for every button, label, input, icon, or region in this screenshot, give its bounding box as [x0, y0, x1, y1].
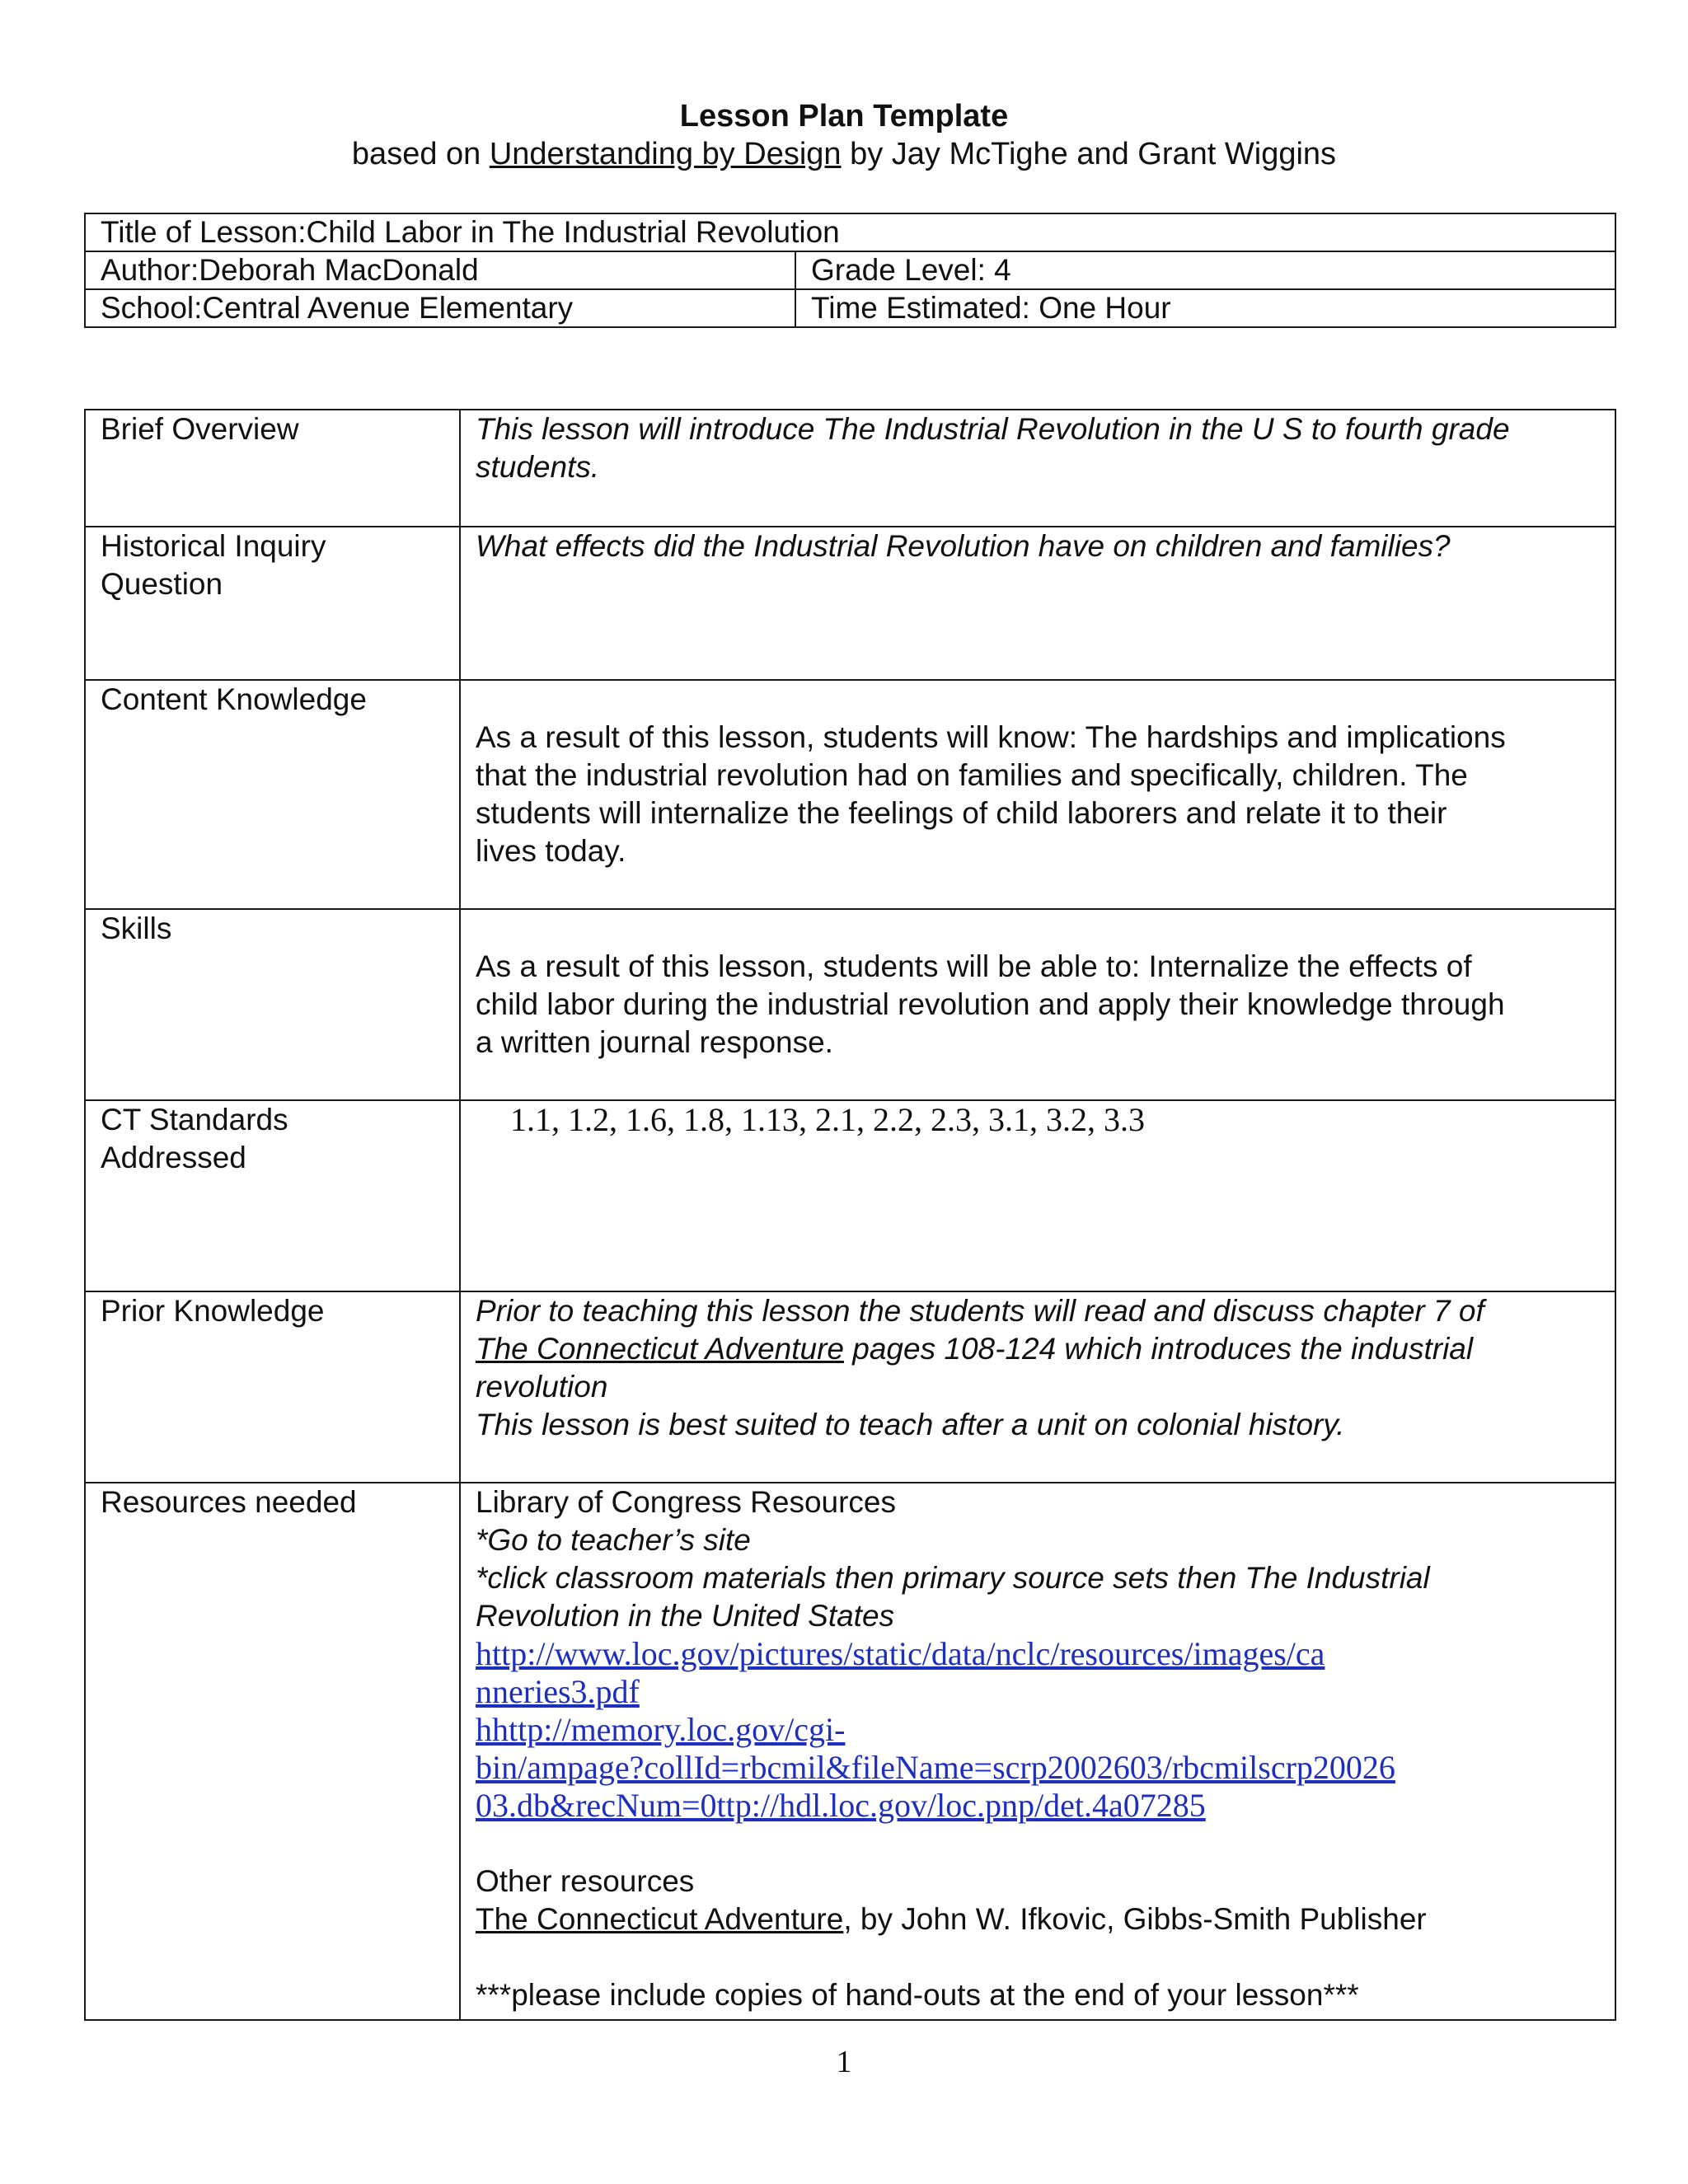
resource-link[interactable]: hhttp://memory.loc.gov/cgi- [476, 1711, 846, 1748]
brief-overview-label: Brief Overview [85, 410, 460, 527]
table-row [85, 251, 1615, 289]
text-line: As a result of this lesson, students will know: The hardships and implications [476, 720, 1506, 754]
text-line [476, 1330, 1600, 1368]
subtitle-suffix: by Jay McTighe and Grant Wiggins [841, 137, 1337, 171]
document-title: Lesson Plan Template [679, 99, 1009, 134]
connecticut-adventure-title: The Connecticut Adventure [476, 1902, 844, 1936]
text-line: Prior to teaching this lesson the students will read and discuss chapter 7 of [476, 1294, 1484, 1328]
text-line: a written journal response. [476, 1025, 833, 1059]
spacer [476, 910, 1600, 948]
label-line: Addressed [101, 1141, 246, 1174]
resources-text [460, 1483, 1615, 2020]
table-row [85, 909, 1615, 1100]
table-row [85, 680, 1615, 909]
lesson-info-table [84, 213, 1616, 328]
lesson-plan-table [84, 409, 1616, 2021]
prior-knowledge-text [460, 1291, 1615, 1483]
document-header [0, 97, 1688, 173]
connecticut-adventure-title: The Connecticut Adventure [476, 1332, 844, 1366]
text-line: revolution [476, 1370, 608, 1404]
author: Author:Deborah MacDonald [85, 251, 795, 289]
resource-link[interactable]: 03.db&recNum=0ttp://hdl.loc.gov/loc.pnp/det.4a07285 [476, 1787, 1206, 1824]
spacer [476, 1938, 1600, 1976]
document-subtitle [0, 135, 1688, 173]
standards-list: 1.1, 1.2, 1.6, 1.8, 1.13, 2.1, 2.2, 2.3, 3.1, 3.2, 3.3 [460, 1100, 1615, 1291]
grade-level: Grade Level: 4 [795, 251, 1615, 289]
school: School:Central Avenue Elementary [85, 289, 795, 327]
text-line: students. [476, 450, 600, 484]
subtitle-book-title: Understanding by Design [489, 137, 842, 171]
table-row [85, 1483, 1615, 2020]
title-of-lesson: Title of Lesson:Child Labor in The Industrial Revolution [85, 213, 1615, 251]
standards-label [85, 1100, 460, 1291]
resources-label: Resources needed [85, 1483, 460, 2020]
resource-link[interactable]: nneries3.pdf [476, 1673, 640, 1710]
skills-text [460, 909, 1615, 1100]
prior-knowledge-label: Prior Knowledge [85, 1291, 460, 1483]
text-line: This lesson will introduce The Industrial Revolution in the U S to fourth grade [476, 412, 1510, 446]
table-row [85, 410, 1615, 527]
text-line: Revolution in the United States [476, 1599, 895, 1633]
inquiry-question: What effects did the Industrial Revolution have on children and families? [460, 527, 1615, 680]
table-row [85, 1291, 1615, 1483]
time-estimated: Time Estimated: One Hour [795, 289, 1615, 327]
table-row [85, 213, 1615, 251]
text-line: that the industrial revolution had on families and specifically, children. The [476, 758, 1468, 792]
subtitle-prefix: based on [351, 137, 490, 171]
text-fragment: , by John W. Ifkovic, Gibbs-Smith Publisher [843, 1902, 1427, 1936]
text-line: students will internalize the feelings of child laborers and relate it to their [476, 796, 1447, 830]
label-line: CT Standards [101, 1103, 288, 1137]
inquiry-label [85, 527, 460, 680]
spacer [476, 681, 1600, 719]
text-line [476, 1900, 1600, 1938]
table-row [85, 527, 1615, 680]
other-resources-heading: Other resources [476, 1864, 695, 1898]
content-knowledge-label: Content Knowledge [85, 680, 460, 909]
resource-link[interactable]: http://www.loc.gov/pictures/static/data/nclc/resources/images/ca [476, 1635, 1325, 1672]
skills-label: Skills [85, 909, 460, 1100]
resource-link[interactable]: bin/ampage?collId=rbcmil&fileName=scrp2002603/rbcmilscrp20026 [476, 1749, 1395, 1786]
page-number: 1 [836, 2045, 852, 2079]
spacer [476, 1825, 1600, 1863]
label-line: Question [101, 567, 223, 601]
text-fragment: pages 108-124 which introduces the industrial [844, 1332, 1474, 1366]
label-line: Historical Inquiry [101, 529, 326, 563]
text-line: *Go to teacher’s site [476, 1523, 751, 1557]
text-line: lives today. [476, 834, 626, 868]
resources-heading: Library of Congress Resources [476, 1485, 896, 1519]
handout-note: ***please include copies of hand-outs at the end of your lesson*** [476, 1978, 1359, 2012]
text-line: As a result of this lesson, students will be able to: Internalize the effects of [476, 949, 1472, 983]
table-row [85, 289, 1615, 327]
brief-overview-text [460, 410, 1615, 527]
text-line: This lesson is best suited to teach after a unit on colonial history. [476, 1408, 1345, 1441]
text-line: *click classroom materials then primary source sets then The Industrial [476, 1561, 1430, 1595]
content-knowledge-text [460, 680, 1615, 909]
text-line: child labor during the industrial revolution and apply their knowledge through [476, 987, 1505, 1021]
table-row [85, 1100, 1615, 1291]
